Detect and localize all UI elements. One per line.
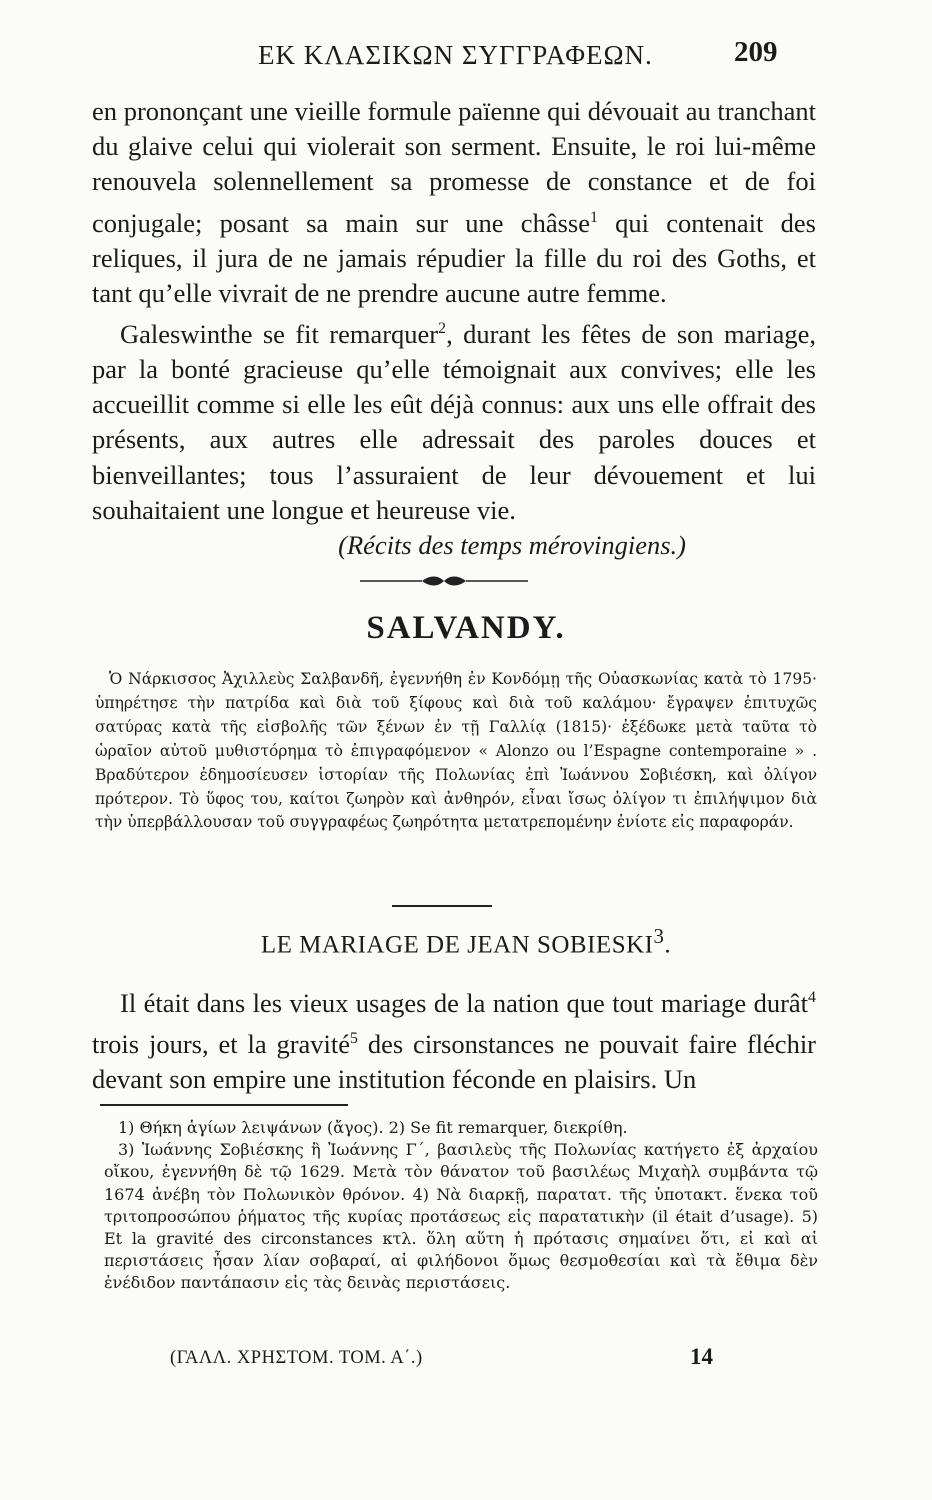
intro-paragraph-2 (92, 311, 816, 528)
signature-line (0, 1344, 932, 1378)
section-title-text: LE MARIAGE DE JEAN SOBIESKI (260, 931, 654, 959)
footnote-line-1: 1) Θήκη ἁγίων λειψάνων (ἄγος). 2) Se fit remarquer, διεκρίθη. (118, 1118, 628, 1137)
footnote-ref-5: 5 (350, 1030, 358, 1048)
running-title: ΕΚ ΚΛΑΣΙΚΩΝ ΣΥΓΓΡΑΦΕΩΝ. (258, 40, 653, 70)
footnote-ref-4: 4 (808, 989, 816, 1006)
section-text-end: des cirsonstances ne pouvait faire fléchir devant son empire une institution féconde en plaisirs. Un (92, 1028, 817, 1095)
section-text-start: Il était dans les vieux usages de la nation que tout mariage durât (120, 987, 809, 1018)
section-title (0, 924, 932, 959)
author-biography (95, 668, 817, 835)
signature-text: (ΓΑΛΛ. ΧΡΗΣΤΟΜ. ΤΟΜ. Α΄.) (170, 1348, 423, 1368)
footnote-ref-2: 2 (438, 320, 447, 338)
section-paragraph (92, 980, 816, 1097)
footnote-ref-1: 1 (589, 208, 598, 226)
signature-number: 14 (690, 1344, 713, 1369)
paragraph-2-text-end: , durant les fêtes de son mariage, par la bonté gracieuse qu’elle témoignait aux convives; elle les accueillit comme si elle les eût déjà connus: aux uns elle offrait des présents, aux autres elle adressait des paroles douces et bienveillantes; tous l’assuraient de leur dévouement et lui souhaitaient une longue et heureuse vie. (92, 318, 816, 525)
paragraph-1-text: en prononçant une vieille formule païenne qui dévouait au tranchant du glaive celui qui violerait son serment. Ensuite, le roi lui-même renouvela solennellement sa promesse de constance et de foi conjugale; posant sa main sur une châsse (92, 96, 816, 238)
section-text (92, 980, 816, 1097)
footnote-rule (100, 1104, 348, 1106)
source-citation: (Récits des temps mérovingiens.) (338, 530, 686, 561)
section-text-mid: trois jours, et la gravité (92, 1028, 351, 1059)
biography-text: Ὁ Νάρκισσος Ἀχιλλεὺς Σαλβανδῆ, ἐγεννήθη ἐν Κονδόμῃ τῆς Οὐασκωνίας κατὰ τὸ 1795· ὑπηρέτησε τὴν πατρίδα καὶ διὰ τοῦ ξίφους καὶ διὰ τοῦ καλάμου· ἔγραψεν ἐπιτυχῶς σατύρας κατὰ τῆς εἰσβολῆς τῶν ξένων ἐν τῇ Γαλλίᾳ (1815)· ἐξέδωκε μετὰ ταῦτα τὸ ὡραῖον αὐτοῦ μυθιστόρημα τὸ ἐπιγραφόμενον « Alonzo ou l’Espagne contemporaine » . Βραδύτερον ἐδημοσίευσεν ἱστορίαν τῆς Πολωνίας ἐπὶ Ἰωάννου Σοβιέσκη, καὶ ὀλίγον πρότερον. Τὸ ὕφος του, καίτοι ζωηρὸν καὶ ἀνθηρόν, εἶναι ἴσως ὀλίγον τι ἐπιλήψιμον διὰ τὴν ὑπερβάλλουσαν τοῦ συγγραφέως ζωηρότητα μετατρεπομένην ἐνίοτε εἰς παραφοράν. (95, 670, 817, 832)
section-title-end: . (664, 931, 672, 959)
ornament-divider (360, 574, 528, 588)
section-divider (392, 905, 492, 907)
running-head (0, 36, 932, 76)
author-heading: SALVANDY. (366, 610, 566, 646)
intro-text (92, 94, 816, 563)
footnote-ref-3: 3 (653, 924, 665, 948)
paragraph-1-text-end: qui contenait des reliques, il jura de ne jamais répudier la fille du roi des Goths, et tant qu’elle vivrait de ne prendre aucune autre femme. (92, 207, 816, 308)
page-number: 209 (734, 36, 778, 68)
intro-paragraph-1 (92, 94, 816, 311)
footnotes (104, 1117, 818, 1295)
footnote-line-2: 3) Ἰωάννης Σοβιέσκης ἢ Ἰωάννης Γ΄, βασιλεὺς τῆς Πολωνίας κατήγετο ἐξ ἀρχαίου οἴκου, ἐγεννήθη δὲ τῷ 1629. Μετὰ τὸν θάνατον τοῦ βασιλέως Μιχαὴλ συμβάντα τῷ 1674 ἀνέβη τὸν Πολωνικὸν θρόνον. 4) Νὰ διαρκῇ, παρατατ. τῆς ὑποτακτ. ἕνεκα τοῦ τριτοπροσώπου ῥήματος τῆς κυρίας προτάσεως εἰς παρατατικὴν (il était d’usage). 5) Et la gravité des circonstances κτλ. ὅλη αὕτη ἡ πρότασις σημαίνει ὅτι, εἰ καὶ αἱ περιστάσεις ἦσαν λίαν σοβαραί, αἱ φιλήδονοι ὅμως θεσμοθεσίαι καὶ τὰ ἔθιμα δὲν ἐνέδιδον παντάπασιν εἰς τὰς δεινὰς περιστάσεις. (104, 1140, 818, 1293)
paragraph-2-text: Galeswinthe se fit remarquer (120, 318, 439, 349)
